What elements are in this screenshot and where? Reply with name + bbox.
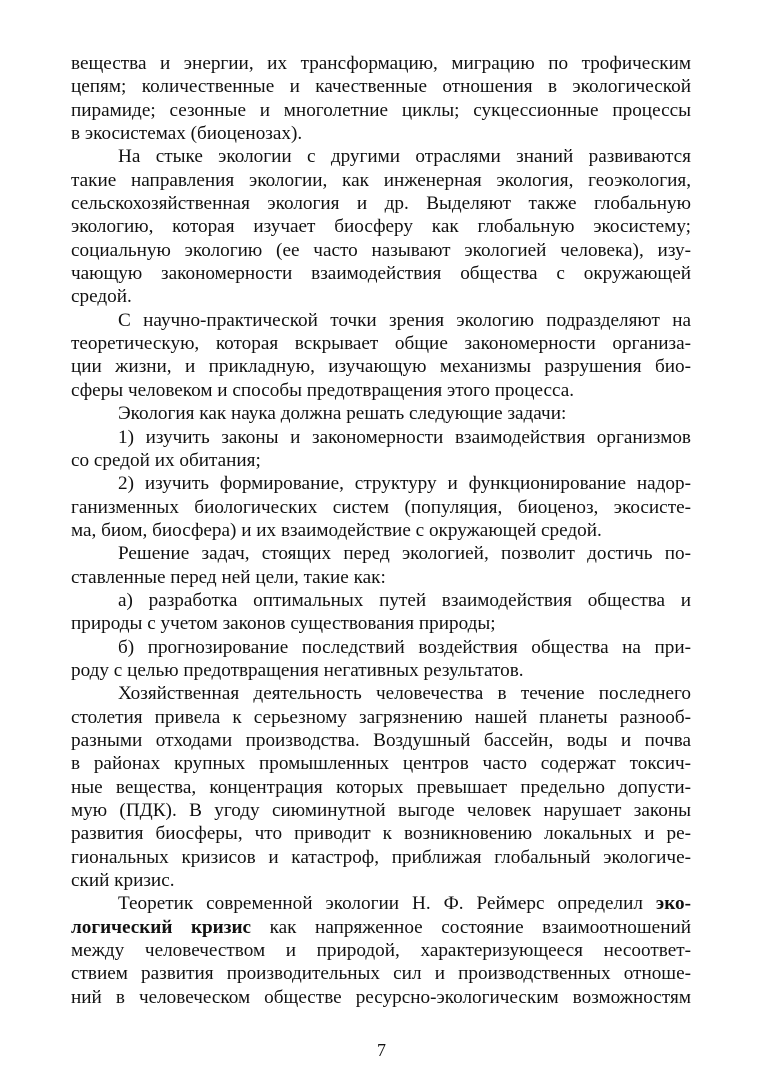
text-line: Решение задач, стоящих перед экологией, позволит достичь по-: [118, 543, 691, 565]
text-line: сферы человеком и способы предотвращения этого процесса.: [71, 379, 575, 401]
text-line: экологию, которая изучает биосферу как глобальную экосистему;: [71, 216, 691, 238]
text-line: ний в человеческом обществе ресурсно-экологическим возможностям: [71, 986, 691, 1008]
text-line: пирамиде; сезонные и многолетние циклы; сукцессионные процессы: [71, 99, 691, 121]
text-line: Хозяйственная деятельность человечества в течение последнего: [118, 683, 691, 705]
text-line: ствием развития производительных сил и производственных отноше-: [71, 963, 691, 985]
text-line: в районах крупных промышленных центров часто содержат токсич-: [71, 753, 691, 775]
text-line: разными отходами производства. Воздушный бассейн, воды и почва: [71, 729, 691, 751]
text-line: между человечеством и природой, характеризующееся несоответ-: [71, 940, 691, 962]
paragraph: [71, 402, 691, 425]
text-line: ма, биом, биосфера) и их взаимодействие с окружающей средой.: [71, 519, 602, 541]
list-item: [71, 472, 691, 542]
list-item: [71, 636, 691, 683]
text-line: а) разработка оптимальных путей взаимодействия общества и: [118, 589, 691, 611]
text-line: С научно-практической точки зрения экологию подразделяют на: [118, 309, 691, 331]
text-line: такие направления экологии, как инженерная экология, геоэкология,: [71, 169, 691, 191]
text-run: Теоретик современной экологии Н. Ф. Реймерс определил: [118, 893, 656, 915]
text-line: 1) изучить законы и закономерности взаимодействия организмов: [118, 426, 691, 448]
text-line: чающую закономерности взаимодействия общества с окружающей: [71, 263, 691, 285]
text-line: [71, 892, 691, 915]
text-line: ский кризис.: [71, 870, 175, 892]
page-text: [71, 52, 691, 1009]
paragraph: [71, 682, 691, 892]
text-line: развития биосферы, что приводит к возникновению локальных и ре-: [71, 823, 691, 845]
text-line: роду с целью предотвращения негативных результатов.: [71, 659, 524, 681]
paragraph: [71, 145, 691, 308]
text-line: Экология как наука должна решать следующие задачи:: [118, 403, 567, 425]
text-line: сельскохозяйственная экология и др. Выделяют также глобальную: [71, 193, 691, 215]
text-line: социальную экологию (ее часто называют экологией человека), изу-: [71, 239, 691, 261]
text-line: На стыке экологии с другими отраслями знаний развиваются: [118, 146, 691, 168]
text-line: цепям; количественные и качественные отношения в экологической: [71, 76, 691, 98]
paragraph: [71, 309, 691, 402]
bold-term: эко-: [655, 893, 691, 915]
text-line: ганизменных биологических систем (популяция, биоценоз, экосисте-: [71, 496, 691, 518]
text-line: мую (ПДК). В угоду сиюминутной выгоде человек нарушает законы: [71, 800, 691, 821]
list-item: [71, 589, 691, 636]
text-run: как напряженное состояние взаимоотношений: [251, 916, 691, 938]
text-line: в экосистемах (биоценозах).: [71, 123, 303, 145]
text-line: столетия привела к серьезному загрязнению нашей планеты разнооб-: [71, 706, 691, 728]
paragraph: [71, 542, 691, 589]
text-line: со средой их обитания;: [71, 449, 261, 471]
list-item: [71, 426, 691, 473]
text-line: теоретическую, которая вскрывает общие закономерности организа-: [71, 333, 691, 355]
text-line: б) прогнозирование последствий воздействия общества на при-: [118, 636, 691, 658]
text-line: природы с учетом законов существования природы;: [71, 613, 496, 635]
text-line: [71, 916, 691, 939]
bold-term: логический кризис: [71, 916, 252, 938]
paragraph: [71, 892, 691, 1009]
text-line: ции жизни, и прикладную, изучающую механизмы разрушения био-: [71, 356, 691, 378]
page-number: 7: [377, 1040, 386, 1060]
text-line: вещества и энергии, их трансформацию, миграцию по трофическим: [71, 53, 691, 74]
text-line: ные вещества, концентрация которых превышает предельно допусти-: [71, 776, 691, 798]
text-line: гиональных кризисов и катастроф, приближая глобальный экологиче-: [71, 846, 691, 868]
text-line: средой.: [71, 286, 132, 308]
text-line: ставленные перед ней цели, такие как:: [71, 566, 386, 588]
text-line: 2) изучить формирование, структуру и функционирование надор-: [118, 473, 691, 495]
paragraph: [71, 52, 691, 145]
